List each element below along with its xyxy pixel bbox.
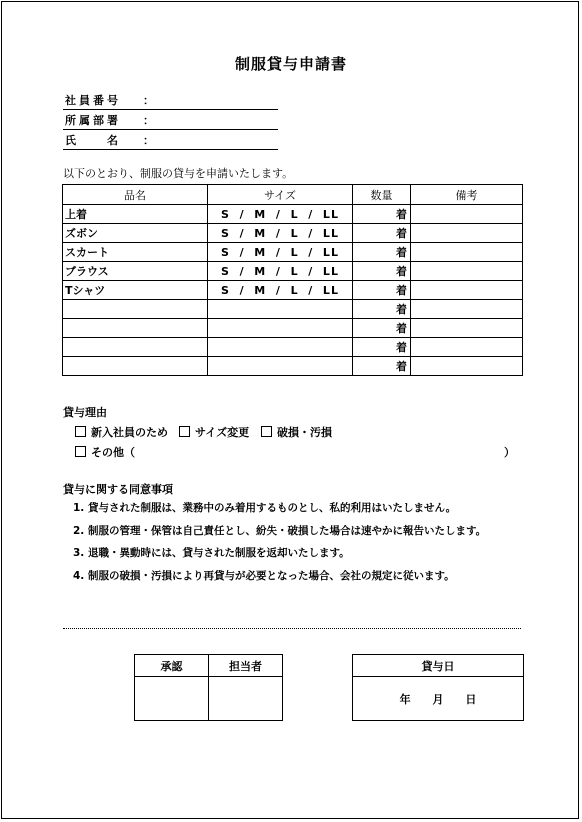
notes-cell[interactable] <box>411 300 523 319</box>
reason-option-damage[interactable] <box>261 424 332 440</box>
name-label: 氏 名 <box>65 134 121 147</box>
name-sep: ： <box>143 134 154 147</box>
size-cell[interactable]: S / M / L / LL <box>208 262 353 281</box>
department-label: 所属部署 <box>65 114 121 127</box>
department-field[interactable] <box>63 109 278 130</box>
notes-cell[interactable] <box>411 262 523 281</box>
uniform-table <box>62 184 523 376</box>
name-field[interactable] <box>63 129 278 150</box>
loan-date-header: 貸与日 <box>353 655 524 677</box>
employee-number-sep: ： <box>143 94 154 107</box>
approval-table <box>134 654 283 721</box>
checkbox-icon[interactable] <box>261 426 272 437</box>
reason-heading: 貸与理由 <box>63 406 107 419</box>
size-cell[interactable] <box>208 357 353 376</box>
size-cell[interactable]: S / M / L / LL <box>208 281 353 300</box>
agreement-heading: 貸与に関する同意事項 <box>63 483 173 496</box>
intro-text: 以下のとおり、制服の貸与を申請いたします。 <box>63 167 294 180</box>
item-cell[interactable]: ブラウス <box>63 262 208 281</box>
item-cell[interactable] <box>63 319 208 338</box>
employee-number-label: 社員番号 <box>65 94 121 107</box>
quantity-cell[interactable]: 着 <box>353 338 411 357</box>
quantity-cell[interactable]: 着 <box>353 262 411 281</box>
table-row <box>63 281 523 300</box>
reason-option-size-change[interactable] <box>179 424 249 440</box>
staff-stamp-cell[interactable] <box>209 677 283 721</box>
reason-option-new-employee[interactable] <box>75 424 168 440</box>
item-cell[interactable]: ズボン <box>63 224 208 243</box>
item-cell[interactable] <box>63 338 208 357</box>
size-cell[interactable]: S / M / L / LL <box>208 224 353 243</box>
loan-date-value[interactable]: 年 月 日 <box>353 677 524 721</box>
table-row <box>63 205 523 224</box>
header-size: サイズ <box>208 185 353 205</box>
approval-header: 承認 <box>135 655 209 677</box>
quantity-cell[interactable]: 着 <box>353 224 411 243</box>
quantity-cell[interactable]: 着 <box>353 205 411 224</box>
quantity-cell[interactable]: 着 <box>353 281 411 300</box>
notes-cell[interactable] <box>411 281 523 300</box>
reason-option-other[interactable] <box>75 444 515 460</box>
quantity-cell[interactable]: 着 <box>353 243 411 262</box>
table-row <box>63 243 523 262</box>
department-sep: ： <box>143 114 154 127</box>
notes-cell[interactable] <box>411 338 523 357</box>
notes-cell[interactable] <box>411 205 523 224</box>
table-row <box>63 357 523 376</box>
header-qty: 数量 <box>353 185 411 205</box>
checkbox-icon[interactable] <box>75 426 86 437</box>
employee-number-field[interactable] <box>63 89 278 110</box>
table-row <box>63 300 523 319</box>
quantity-cell[interactable]: 着 <box>353 319 411 338</box>
item-cell[interactable] <box>63 300 208 319</box>
reason-option-label: 破損・汚損 <box>277 426 332 439</box>
agreement-item-4: 4. 制服の破損・汚損により再貸与が必要となった場合、会社の規定に従います。 <box>73 570 455 582</box>
form-title: 制服貸与申請書 <box>234 55 347 73</box>
item-cell[interactable]: スカート <box>63 243 208 262</box>
table-row <box>63 224 523 243</box>
header-item: 品名 <box>63 185 208 205</box>
reason-other-label: その他（ <box>91 446 135 459</box>
reason-option-label: サイズ変更 <box>195 426 250 439</box>
approval-stamp-cell[interactable] <box>135 677 209 721</box>
size-cell[interactable] <box>208 338 353 357</box>
agreement-item-3: 3. 退職・異動時には、貸与された制服を返却いたします。 <box>73 547 350 559</box>
reason-option-label: 新入社員のため <box>91 426 168 439</box>
item-cell[interactable] <box>63 357 208 376</box>
staff-header: 担当者 <box>209 655 283 677</box>
quantity-cell[interactable]: 着 <box>353 357 411 376</box>
size-cell[interactable]: S / M / L / LL <box>208 205 353 224</box>
item-cell[interactable]: 上着 <box>63 205 208 224</box>
notes-cell[interactable] <box>411 224 523 243</box>
size-cell[interactable] <box>208 319 353 338</box>
agreement-item-1: 1. 貸与された制服は、業務中のみ着用するものとし、私的利用はいたしません。 <box>73 502 457 514</box>
header-notes: 備考 <box>411 185 523 205</box>
table-row <box>63 262 523 281</box>
loan-date-table <box>352 654 524 721</box>
table-row <box>63 338 523 357</box>
quantity-cell[interactable]: 着 <box>353 300 411 319</box>
notes-cell[interactable] <box>411 319 523 338</box>
item-cell[interactable]: Tシャツ <box>63 281 208 300</box>
agreement-item-2: 2. 制服の管理・保管は自己責任とし、紛失・破損した場合は速やかに報告いたします。 <box>73 525 487 537</box>
checkbox-icon[interactable] <box>75 446 86 457</box>
checkbox-icon[interactable] <box>179 426 190 437</box>
dotted-divider <box>63 628 521 629</box>
notes-cell[interactable] <box>411 243 523 262</box>
notes-cell[interactable] <box>411 357 523 376</box>
reason-other-close: ） <box>504 446 515 459</box>
table-row <box>63 319 523 338</box>
size-cell[interactable]: S / M / L / LL <box>208 243 353 262</box>
size-cell[interactable] <box>208 300 353 319</box>
